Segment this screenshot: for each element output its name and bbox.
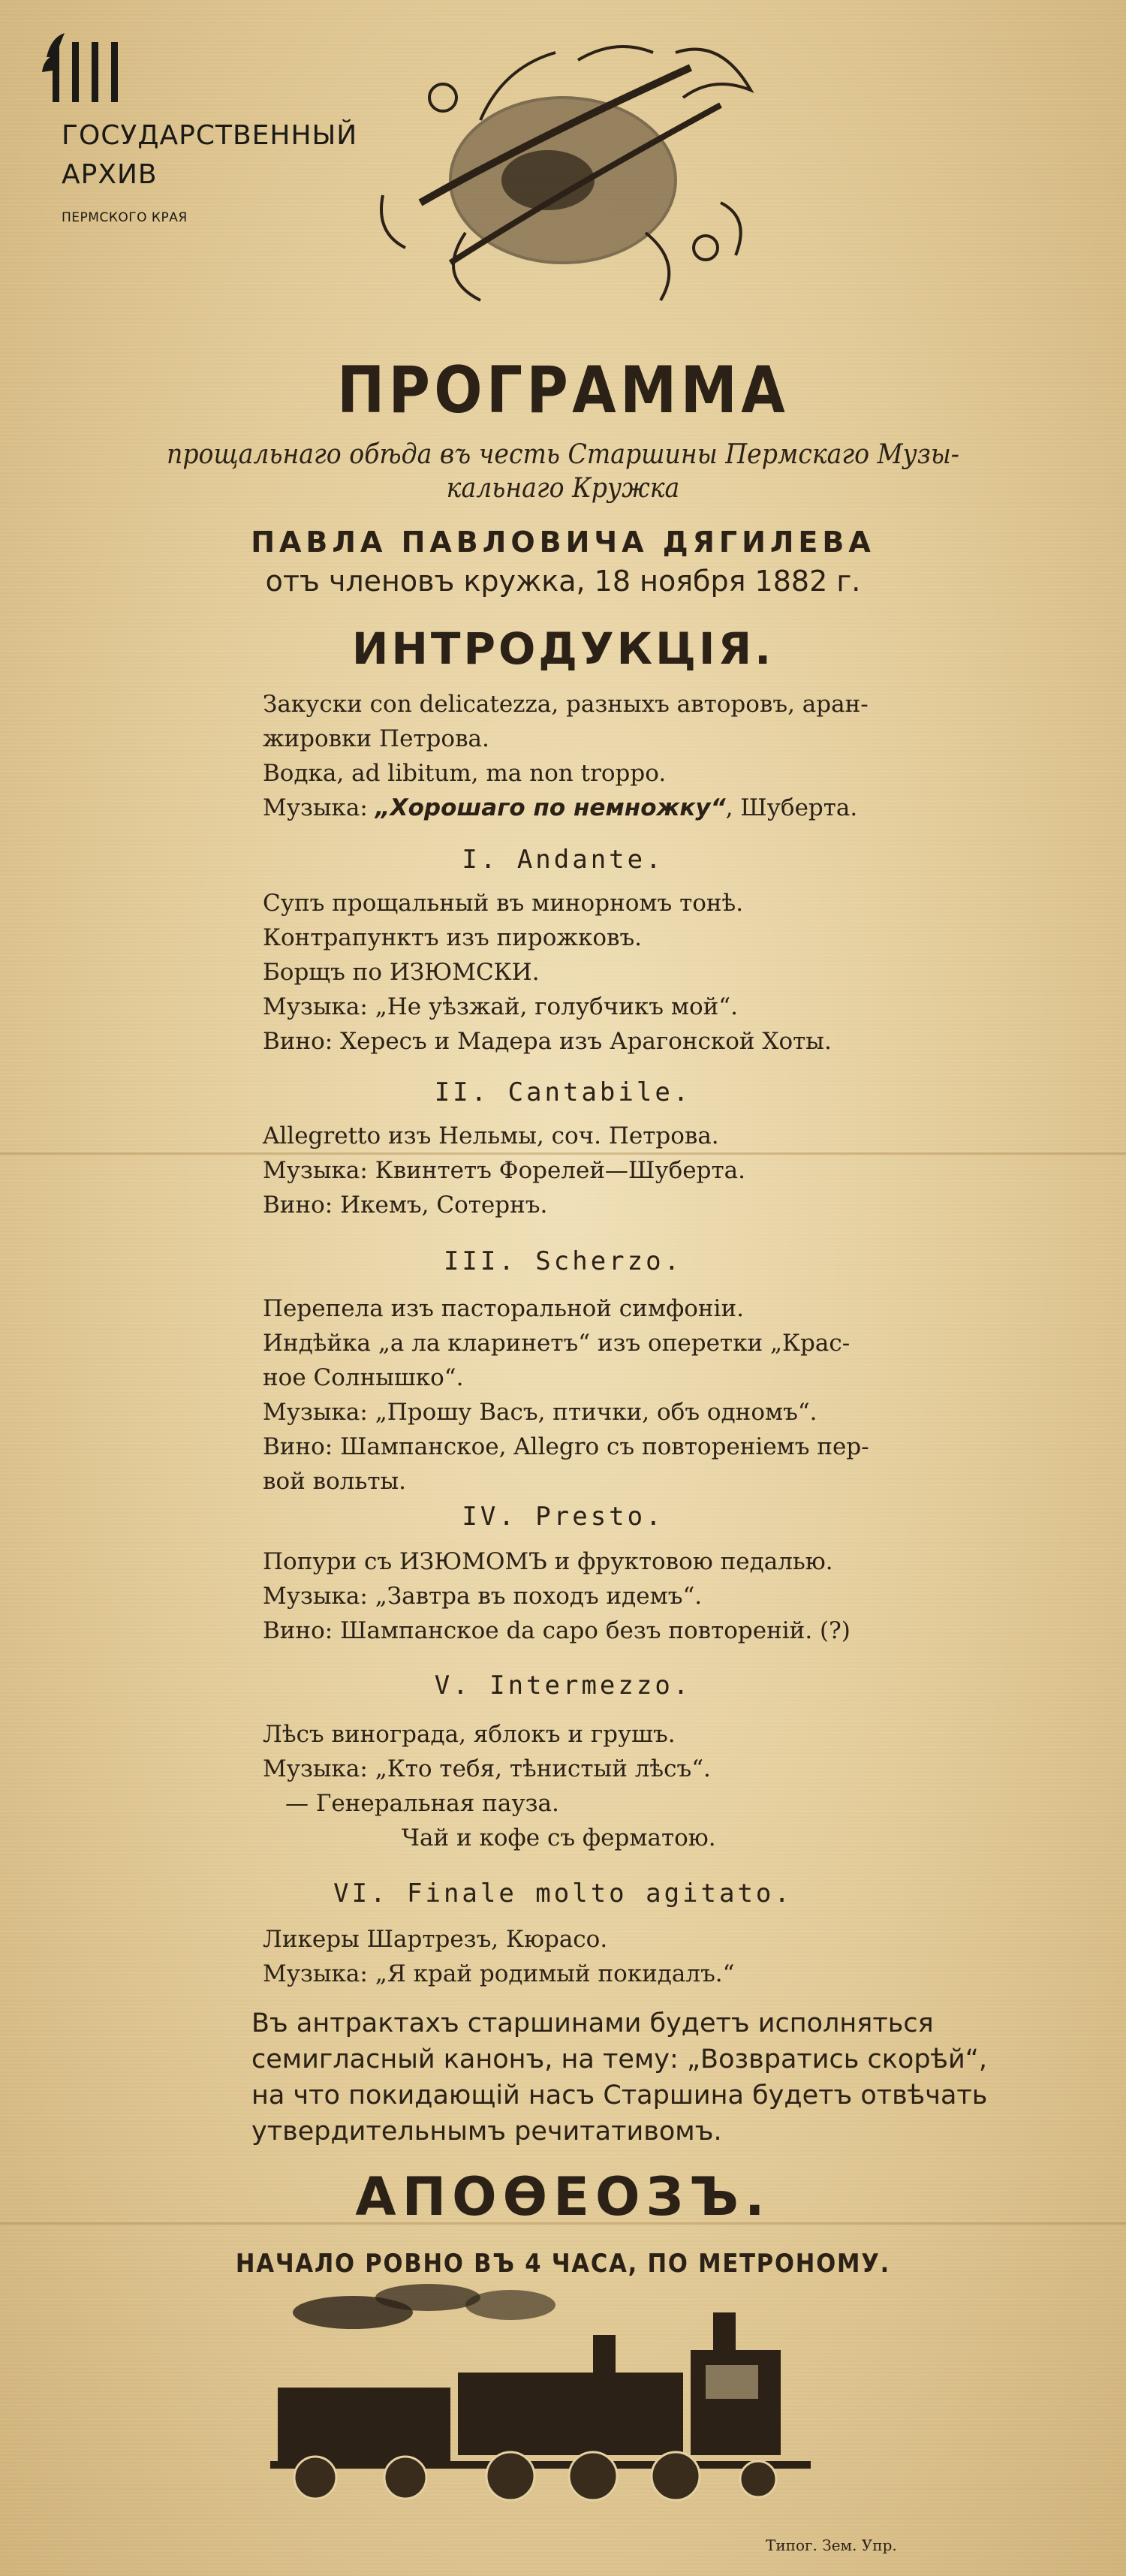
- locomotive-icon: [270, 2282, 826, 2508]
- printer-credit: Типог. Зем. Упр.: [766, 2536, 897, 2554]
- section-heading-cantabile: II. Cantabile.: [434, 1077, 692, 1107]
- menu-line: Вино: Шампанское, Allegro съ повтореніемъ пер-: [263, 1433, 869, 1460]
- closing-line: на что покидающій насъ Старшина будетъ отвѣчать: [251, 2080, 988, 2111]
- honoree-name: ПАВЛА ПАВЛОВИЧА ДЯГИЛЕВА: [251, 526, 875, 559]
- section-heading-andante: I. Andante.: [462, 845, 664, 875]
- menu-line: Контрапунктъ изъ пирожковъ.: [263, 924, 643, 951]
- music-prefix: Музыка:: [263, 794, 375, 821]
- menu-line: Allegretto изъ Нельмы, соч. Петрова.: [263, 1122, 719, 1149]
- subtitle-line2: кальнаго Кружка: [446, 473, 680, 504]
- start-time-line: НАЧАЛО РОВНО ВЪ 4 ЧАСА, ПО МЕТРОНОМУ.: [235, 2249, 891, 2279]
- event-date: отъ членовъ кружка, 18 ноября 1882 г.: [265, 565, 861, 598]
- menu-line: Борщъ по ИЗЮМСКИ.: [263, 959, 540, 986]
- subtitle-line1: прощальнаго обѣда въ честь Старшины Пермскаго Музы-: [166, 439, 959, 470]
- menu-line: Ликеры Шартрезъ, Кюрасо.: [263, 1926, 608, 1953]
- menu-line: Индѣйка „а ла кларинетъ“ изъ оперетки „Крас-: [263, 1330, 851, 1357]
- section-heading-scherzo: III. Scherzo.: [443, 1246, 683, 1276]
- menu-line: Перепела изъ пасторальной симфоніи.: [263, 1295, 744, 1322]
- menu-line: Супъ прощальный въ минорномъ тонѣ.: [263, 890, 744, 917]
- menu-line: Лѣсъ винограда, яблокъ и грушъ.: [263, 1721, 676, 1748]
- menu-line: — Генеральная пауза.: [285, 1790, 559, 1817]
- closing-line: утвердительнымъ речитативомъ.: [251, 2117, 722, 2147]
- menu-line: ное Солнышко“.: [263, 1364, 464, 1391]
- menu-line: Музыка: „Прошу Васъ, птички, объ одномъ“.: [263, 1399, 817, 1426]
- archive-name-line1: ГОСУДАРСТВЕННЫЙ: [62, 120, 358, 151]
- menu-line: Вино: Шампанское da capo безъ повтореній. (?): [263, 1617, 851, 1644]
- menu-line: Чай и кофе съ ферматою.: [402, 1824, 716, 1851]
- archive-emblem-icon: [39, 27, 129, 110]
- intro-line: Закуски con delicatezza, разныхъ авторовъ, аран-: [263, 691, 869, 718]
- intro-music-line: [263, 794, 857, 821]
- archive-logo: [39, 27, 362, 225]
- menu-line: вой вольты.: [263, 1468, 406, 1495]
- page-title: ПРОГРАММА: [336, 353, 790, 428]
- apotheosis-heading: АПОѲЕОЗЪ.: [355, 2166, 771, 2228]
- menu-line: Вино: Хересъ и Мадера изъ Арагонской Хоты.: [263, 1028, 832, 1055]
- menu-line: Попури съ ИЗЮМОМЪ и фруктовою педалью.: [263, 1548, 833, 1575]
- closing-line: семигласный канонъ, на тему: „Возвратись скорѣй“,: [251, 2044, 988, 2074]
- menu-line: Музыка: „Кто тебя, тѣнистый лѣсъ“.: [263, 1755, 711, 1782]
- section-heading-finale: VI. Finale molto agitato.: [333, 1879, 793, 1909]
- music-title: „Хорошаго по немножку“: [375, 794, 726, 821]
- paper-fold: [0, 1152, 1126, 1155]
- intro-heading: ИНТРОДУКЦІЯ.: [351, 623, 775, 674]
- menu-line: Музыка: „Завтра въ походъ идемъ“.: [263, 1583, 703, 1610]
- menu-line: Музыка: „Я край родимый покидалъ.“: [263, 1960, 735, 1987]
- menu-line: Музыка: „Не уѣзжай, голубчикъ мой“.: [263, 993, 738, 1020]
- music-suffix: , Шуберта.: [725, 794, 858, 821]
- intro-line: Водка, ad libitum, ma non troppo.: [263, 760, 667, 787]
- closing-line: Въ антрактахъ старшинами будетъ исполняться: [251, 2008, 934, 2038]
- floral-vignette-icon: [330, 8, 796, 323]
- archive-name-line2: АРХИВ: [62, 159, 158, 190]
- intro-line: жировки Петрова.: [263, 725, 489, 752]
- menu-line: Вино: Икемъ, Сотернъ.: [263, 1192, 548, 1219]
- section-heading-presto: IV. Presto.: [462, 1502, 664, 1532]
- section-heading-intermezzo: V. Intermezzo.: [434, 1671, 692, 1701]
- menu-line: Музыка: Квинтетъ Форелей—Шуберта.: [263, 1157, 745, 1184]
- archive-name-line3: ПЕРМСКОГО КРАЯ: [62, 210, 188, 225]
